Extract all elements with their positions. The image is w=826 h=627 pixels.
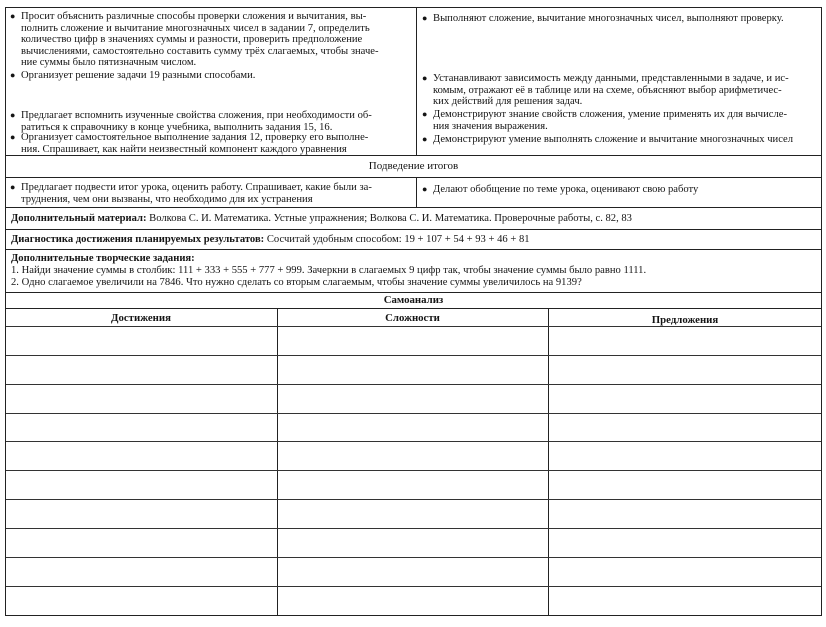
column-header-achievements: Достижения [111, 312, 171, 324]
table-row-line [6, 528, 821, 529]
summary-student-item: ● Делают обобщение по теме урока, оценивают свою работу [422, 184, 699, 195]
summary-title-cell [5, 155, 822, 177]
additional-material-row [5, 208, 822, 230]
diagnostics-label: Диагностика достижения планируемых результатов: [11, 234, 265, 245]
creative-tasks-row [5, 250, 822, 293]
student-activity-item: ● Демонстрируют умение выполнять сложение и вычитание многозначных чисел [422, 134, 794, 145]
column-header-difficulties: Сложности [385, 312, 440, 324]
self-analysis-title-cell [5, 293, 822, 309]
self-analysis-title: Самоанализ [383, 294, 444, 306]
student-activity-item: ● Устанавливают зависимость между данными, представленными в задаче, и ис- комым, отражают её в таблице или на схеме, объясняют выбор арифметичес- ких действий для решения задач. [422, 73, 789, 108]
teacher-activity-item: ● Организует самостоятельное выполнение задания 12, проверку его выполне- ния. Спрашивает, как найти неизвестный компонент каждого уравнения [10, 132, 369, 155]
teacher-activity-item: ● Организует решение задачи 19 разными способами. [10, 70, 256, 81]
teacher-activity-item: ● Предлагает вспомнить изученные свойства сложения, при необходимости об- ратиться к справочнику в конце учебника, выполнить задания 15, 16. [10, 110, 372, 133]
column-header-suggestions: Предложения [651, 314, 719, 326]
student-activity-item: ● Выполняют сложение, вычитание многозначных чисел, выполняют проверку. [422, 13, 784, 24]
table-row-line [6, 326, 821, 327]
creative-task-item: 2. Одно слагаемое увеличили на 7846. Что нужно сделать со вторым слагаемым, чтобы значение суммы увеличилось на 9139? [11, 276, 582, 288]
summary-title: Подведение итогов [368, 160, 459, 172]
table-row-line [6, 413, 821, 414]
teacher-activity-item: ● Просит объяснить различные способы проверки сложения и вычитания, вы- полнить сложение и вычитание многозначных чисел в задании 7, определить количество цифр в значениях суммы и разности, проверить предположение вычислениями, самостоятельно составить сумму трёх слагаемых, чтобы значе- ние суммы было пятизначным числом. [10, 11, 379, 69]
table-row-line [6, 384, 821, 385]
table-row-line [6, 470, 821, 471]
creative-task-item: 1. Найди значение суммы в столбик: 111 + 333 + 555 + 777 + 999. Зачеркни в слагаемых 9 цифр так, чтобы значение суммы было равно 1111. [11, 264, 647, 276]
table-row-line [6, 586, 821, 587]
diagnostics-row [5, 230, 822, 250]
table-row-line [6, 355, 821, 356]
summary-divider [416, 177, 417, 208]
student-activity-item: ● Демонстрируют знание свойств сложения, умение применять их для вычисле- ния значения выражения. [422, 109, 787, 132]
additional-material-label: Дополнительный материал: [11, 213, 147, 224]
summary-teacher-item: ● Предлагает подвести итог урока, оценить работу. Спрашивает, какие были за- труднения, чем они вызваны, что необходимо для их устранения [10, 182, 372, 205]
activities-divider [416, 7, 417, 155]
table-row-line [6, 499, 821, 500]
diagnostics-text: Сосчитай удобным способом: 19 + 107 + 54 + 93 + 46 + 81 [264, 234, 530, 245]
table-row-line [6, 557, 821, 558]
table-row-line [6, 441, 821, 442]
additional-material-text: Волкова С. И. Математика. Устные упражнения; Волкова С. И. Математика. Проверочные работы, с. 82, 83 [146, 213, 632, 224]
creative-tasks-label: Дополнительные творческие задания: [11, 253, 195, 264]
